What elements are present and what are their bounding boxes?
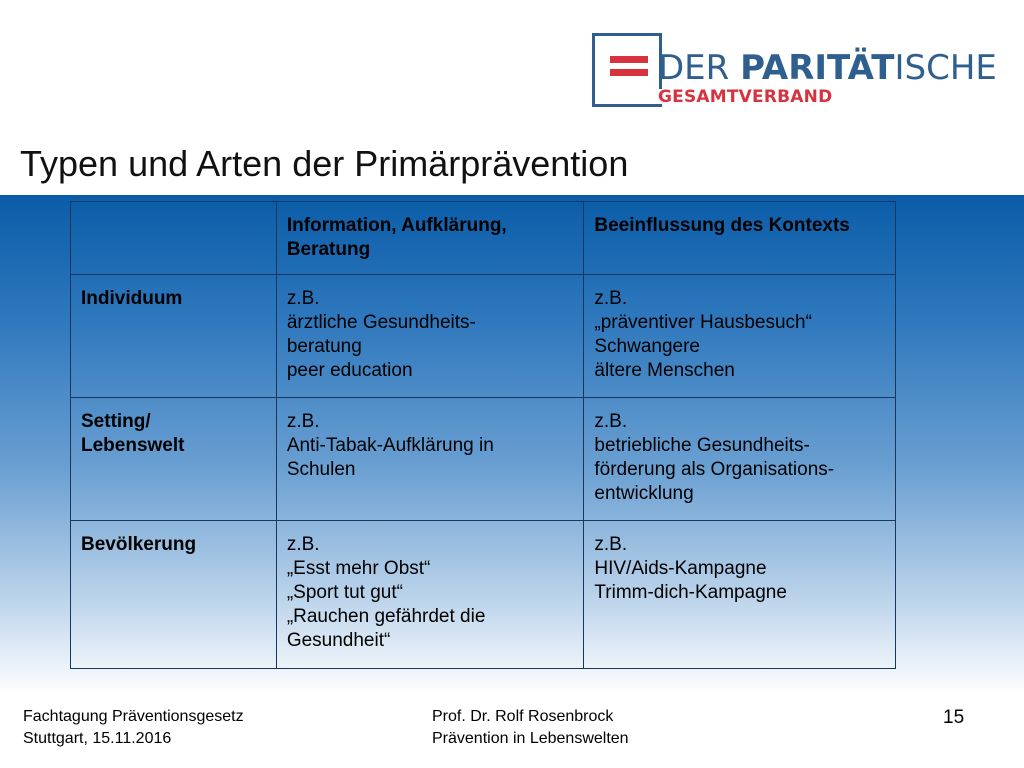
footer-event-title: Fachtagung Präventionsgesetz bbox=[23, 708, 244, 725]
logo-text-sub: GESAMTVERBAND bbox=[658, 87, 833, 107]
footer-event bbox=[23, 706, 244, 750]
cell-line: Gesundheit“ bbox=[286, 630, 391, 651]
footer-author-name: Prof. Dr. Rolf Rosenbrock bbox=[432, 708, 614, 725]
cell-line: z.B. bbox=[594, 411, 628, 432]
row-label: Individuum bbox=[71, 275, 277, 398]
cell-line: beratung bbox=[286, 336, 362, 357]
slide-title: Typen und Arten der Primärprävention bbox=[20, 143, 629, 184]
cell-line: Schwangere bbox=[594, 336, 700, 357]
table-cell bbox=[584, 398, 896, 521]
row-label: Bevölkerung bbox=[71, 521, 277, 669]
cell-line: Schulen bbox=[286, 459, 356, 480]
logo-stripe-top bbox=[610, 56, 648, 63]
cell-line: z.B. bbox=[286, 411, 320, 432]
footer-author bbox=[432, 706, 629, 750]
cell-line: „präventiver Hausbesuch“ bbox=[594, 312, 812, 333]
cell-line: ältere Menschen bbox=[594, 360, 735, 381]
page-number: 15 bbox=[943, 707, 965, 728]
row-label bbox=[71, 398, 277, 521]
prevention-table bbox=[70, 201, 896, 669]
table-row-bevoelkerung bbox=[71, 521, 896, 669]
header-cell-empty bbox=[71, 202, 277, 275]
logo-stripe-bottom bbox=[610, 69, 648, 76]
row-label-line: Setting/ bbox=[81, 411, 151, 432]
cell-line: Trimm-dich-Kampagne bbox=[594, 582, 787, 603]
cell-line: entwicklung bbox=[594, 483, 694, 504]
cell-line: ärztliche Gesundheits- bbox=[286, 312, 476, 333]
table-header-row bbox=[71, 202, 896, 275]
table-cell bbox=[276, 521, 584, 669]
table-row-setting bbox=[71, 398, 896, 521]
cell-line: „Sport tut gut“ bbox=[286, 582, 403, 603]
cell-line: „Esst mehr Obst“ bbox=[286, 558, 431, 579]
table-cell bbox=[584, 521, 896, 669]
cell-line: „Rauchen gefährdet die bbox=[286, 606, 486, 627]
cell-line: peer education bbox=[286, 360, 413, 381]
cell-line: förderung als Organisations- bbox=[594, 459, 835, 480]
cell-line: betriebliche Gesundheits- bbox=[594, 435, 810, 456]
cell-line: Anti-Tabak-Aufklärung in bbox=[286, 435, 494, 456]
logo-text-main: DER PARITÄTISCHE bbox=[658, 48, 997, 88]
cell-line: z.B. bbox=[594, 534, 628, 555]
cell-line: z.B. bbox=[286, 288, 320, 309]
row-label-line: Lebenswelt bbox=[81, 435, 185, 456]
table-cell bbox=[276, 398, 584, 521]
footer-event-date: Stuttgart, 15.11.2016 bbox=[23, 730, 172, 747]
table-row-individuum bbox=[71, 275, 896, 398]
cell-line: HIV/Aids-Kampagne bbox=[594, 558, 767, 579]
cell-line: z.B. bbox=[594, 288, 628, 309]
header-cell-information: Information, Aufklärung, Beratung bbox=[276, 202, 584, 275]
header-cell-context: Beeinflussung des Kontexts bbox=[584, 202, 896, 275]
cell-line: z.B. bbox=[286, 534, 320, 555]
table-cell bbox=[584, 275, 896, 398]
table-cell bbox=[276, 275, 584, 398]
footer-talk-title: Prävention in Lebenswelten bbox=[432, 730, 629, 747]
paritaetische-logo bbox=[592, 33, 997, 109]
